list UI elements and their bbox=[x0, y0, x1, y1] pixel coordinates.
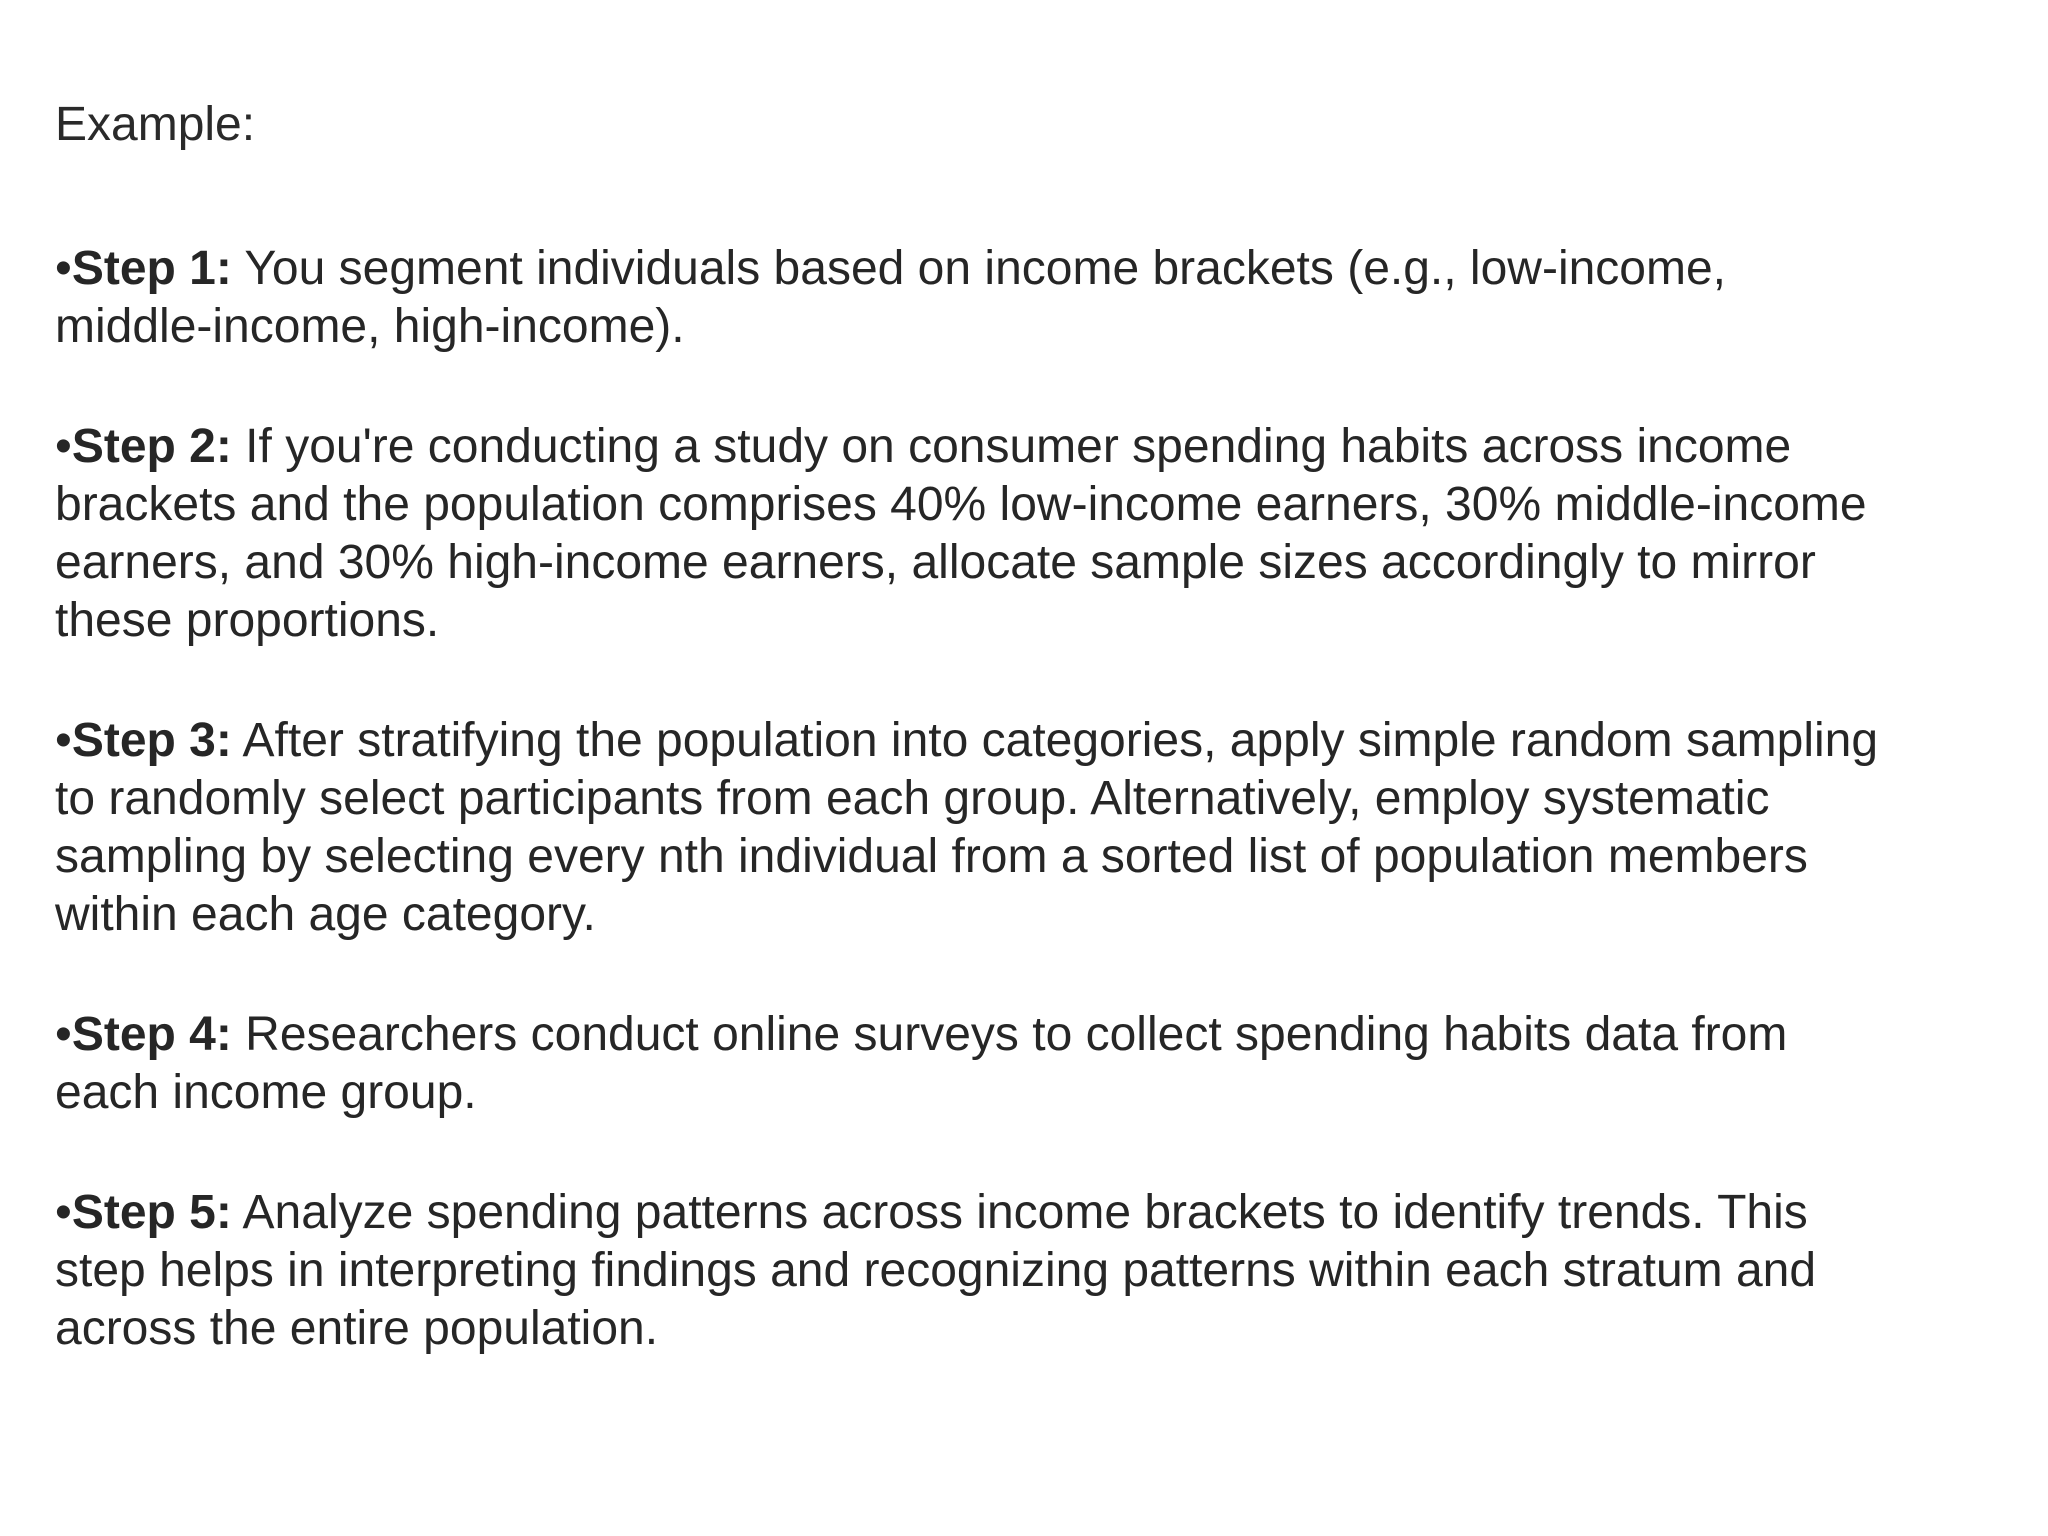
step-label: Step 5: bbox=[71, 1186, 232, 1239]
step-item-3 bbox=[55, 712, 1885, 944]
step-text: Researchers conduct online surveys to collect spending habits data from each income group. bbox=[55, 1008, 1788, 1119]
step-item-2 bbox=[55, 418, 1885, 650]
step-text: You segment individuals based on income brackets (e.g., low-income, middle-income, high-income). bbox=[55, 242, 1727, 353]
bullet-icon: • bbox=[55, 714, 72, 767]
step-label: Step 4: bbox=[71, 1008, 232, 1061]
step-text: Analyze spending patterns across income brackets to identify trends. This step helps in interpreting findings and recognizing patterns within each stratum and across the entire population. bbox=[55, 1186, 1817, 1355]
bullet-icon: • bbox=[55, 242, 72, 295]
bullet-icon: • bbox=[55, 1186, 72, 1239]
example-heading: Example: bbox=[55, 98, 256, 151]
step-label: Step 1: bbox=[71, 242, 232, 295]
step-label: Step 2: bbox=[71, 420, 232, 473]
step-item-4 bbox=[55, 1006, 1885, 1122]
step-item-5 bbox=[55, 1184, 1885, 1358]
bullet-icon: • bbox=[55, 1008, 72, 1061]
step-text: If you're conducting a study on consumer spending habits across income brackets and the population comprises 40% low-income earners, 30% middle-income earners, and 30% high-income earners, allocate sample sizes accordingly to mirror these proportions. bbox=[55, 420, 1867, 647]
step-label: Step 3: bbox=[71, 714, 232, 767]
step-text: After stratifying the population into categories, apply simple random sampling to randomly select participants from each group. Alternatively, employ systematic sampling by selecting every nth individual from a sorted list of population members within each age category. bbox=[55, 714, 1879, 941]
steps-list bbox=[55, 240, 1885, 1420]
step-item-1 bbox=[55, 240, 1885, 356]
bullet-icon: • bbox=[55, 420, 72, 473]
